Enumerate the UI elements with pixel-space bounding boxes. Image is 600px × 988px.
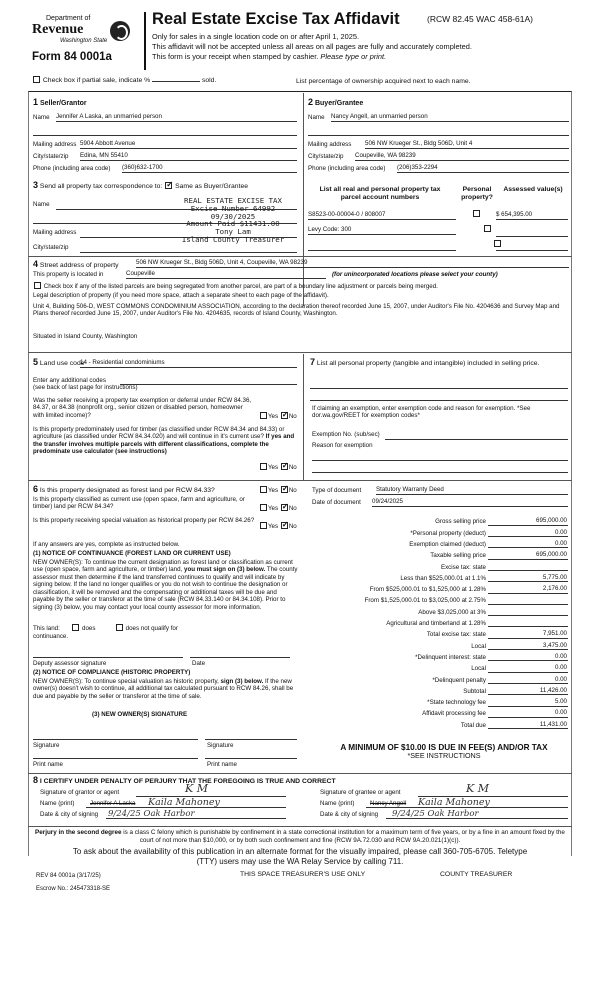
calc-label: Local [471,665,486,673]
calc-value[interactable]: 3,475.00 [488,642,568,650]
forest-q3: Is this property receiving special valuation as historical property per RCW 84.26? [33,517,255,524]
calc-row [300,515,568,526]
situated: Situated in Island County, Washington [33,333,138,340]
buyer-phone-label: Phone (including area code) [308,165,386,172]
parcel-row2-number[interactable]: Levy Code: 300 [308,226,456,235]
calc-value[interactable]: 11,431.00 [488,721,568,729]
grantee-name-struck: Nancy Angell [370,800,407,807]
legal-label: Legal description of property (if you need more space, attach a separate sheet to each page of the affidavit). [33,292,329,299]
calc-row [300,628,568,639]
calc-row [300,685,568,696]
grantee-sig-label: Signature of grantee or agent [320,789,401,796]
calc-row [300,639,568,650]
grantee-date-hand[interactable]: 9/24/25 Oak Harbor [392,809,479,819]
doc-date-field[interactable]: 09/24/2025 [372,498,568,507]
doc-type-field[interactable]: Statutory Warranty Deed [376,486,568,495]
legal-description[interactable]: Unit 4, Building 506-D, WEST COMMONS CONDOMINIUM ASSOCIATION, according to the declaration thereof recorded June 15, 2007, under Auditor's File No. 4204636 and Survey Map and Plans thereof recorded June 15, 2007, under Auditor's File No. 4204635, records of Island County, Washington. [33,303,560,318]
buyer-phone-field[interactable]: (206)353-2294 [397,164,569,173]
calc-value[interactable]: 695,000.00 [488,551,568,559]
calc-row [300,707,568,718]
calc-row [300,572,568,583]
calc-row [300,662,568,673]
parcel-row1-value[interactable]: $ 654,395.00 [496,211,568,220]
calc-row [300,617,568,628]
buyer-name-field[interactable]: Nancy Angell, an unmarried person [331,113,569,122]
header-line1: Only for sales in a single location code on or after April 1, 2025. [152,32,360,41]
same-as-buyer-checkbox[interactable] [165,182,172,189]
calc-label: Local [471,642,486,650]
forest-q3-no-checkbox[interactable] [281,522,288,529]
rev-label: REV 84 0001a (3/17/25) [36,873,101,879]
calc-value[interactable]: 0.00 [488,529,568,537]
segregation-row: Check box if any of the listed parcels are being segregated from another parcel, are part of a boundary line adjustment or parcels being merged. [33,282,438,290]
landuse-heading: 5 Land use code [33,357,85,367]
alt-format-line1: To ask about the availability of this publication in an alternate format for the visually impaired, please call 360-705-6705. Teletype [72,847,528,856]
partial-sale-checkbox[interactable] [33,76,40,83]
forest-q1-no-checkbox[interactable] [281,486,288,493]
forest-q1-answer: Yes ✓ No [259,486,297,494]
calc-label: Less than $525,000.01 at 1.1% [400,574,486,582]
doc-type-label: Type of document [312,487,362,494]
treasurer-use-label: THIS SPACE TREASURER'S USE ONLY [240,871,366,878]
forest-q2: Is this property classified as current use (open space, farm and agriculture, or timber) land per RCW 84.34? [33,496,245,511]
located-field[interactable]: Coupeville [126,270,326,279]
stamp-line: Amount Paid $11431.00 [186,219,280,229]
forest-q2-yes-checkbox[interactable] [260,504,267,511]
notice2-body: NEW OWNER(S): To continue special valuation as historic property, sign (3) below. If the new owner(s) doesn't wish to continue, all additional tax calculated pursuant to RCW 84.26, shall be due and payable by the seller or transferor at the time of sale. [33,678,294,700]
land-does-not-checkbox[interactable] [116,624,123,631]
calc-value[interactable]: 5.00 [488,698,568,706]
landuse-q2-yes-checkbox[interactable] [260,463,267,470]
calc-value[interactable]: 11,426.00 [488,687,568,695]
correspondence-heading: 3 Send all property tax correspondence to: ✓ Same as Buyer/Grantee [33,180,248,191]
street-address-field[interactable]: 506 NW Krueger St., Bldg 506D, Unit 4, Coupeville, WA 98239 [136,259,569,268]
dept-line3: Washington State [60,38,108,44]
form-rcw: (RCW 82.45 WAC 458-61A) [427,14,533,24]
land-does-checkbox[interactable] [72,624,79,631]
landuse-q2-answer: Yes ✓ No [259,463,297,471]
dept-line1: Department of [46,15,91,22]
form-number: Form 84 0001a [32,51,112,63]
new-owner-sig-title: (3) NEW OWNER(S) SIGNATURE [92,711,188,718]
calc-row [300,696,568,707]
landuse-q1-answer: Yes ✓ No [259,412,297,420]
owner-signature-label-1: Signature [33,742,60,749]
exemption-note: If claiming an exemption, enter exemption code and reason for exemption. *See dor.wa.gov/REET for exemption codes* [312,405,531,420]
calc-row [300,651,568,662]
treasurer-receipt-stamp [166,197,300,244]
calc-label: Excise tax: state [440,563,486,571]
certify-heading: 8 I CERTIFY UNDER PENALTY OF PERJURY THAT THE FOREGOING IS TRUE AND CORRECT [33,775,336,785]
calc-label: Above $3,025,000 at 3% [418,608,486,616]
additional-codes-label: Enter any additional codes (see back of last page for instructions) [33,377,138,392]
grantee-name-hand[interactable]: Kaila Mahoney [418,797,490,808]
parcels-col2-header: Personal property? [461,186,493,202]
parcels-col1-header: List all real and personal property tax parcel account numbers [319,186,441,202]
located-note: (for unincorporated locations please select your county) [332,271,498,278]
notice1-body: NEW OWNER(S): To continue the current designation as forest land or classification as current use (open space, farm and agriculture, or timber) land, you must sign on (3) below. The county assessor must then determine if the land transferred continues to qualify and will indicate by signing below. If the land no longer qualifies or you do not wish to continue the designation or classification, it will be removed and the compensating or additional taxes will be due and payable by the seller or transferor at the time of sale (RCW 84.33.140 or 84.34.108). Prior to signing (3) below, you may contact your local county assessor for more information. [33,559,298,611]
landuse-q2: Is this property predominately used for timber (as classified under RCW 84.34 and 84.33) or agriculture (as classified under RCW 84.34.020) and will continue in it's current use? If yes and the transfer involves multiple parcels with different classifications, complete the predominate use calculator (see instructions) [33,426,295,456]
calc-row [300,718,568,729]
notice1-title: (1) NOTICE OF CONTINUANCE (FOREST LAND OR CURRENT USE) [33,550,231,557]
calc-row [300,526,568,537]
grantee-name-label: Name (print) [320,800,355,807]
grantor-sig-label: Signature of grantor or agent [40,789,120,796]
buyer-city-field[interactable]: Coupeville, WA 98239 [355,152,569,161]
owner-signature-label-2: Signature [207,742,234,749]
landuse-q1-yes-checkbox[interactable] [260,412,267,419]
seller-phone-label: Phone (including area code) [33,165,111,172]
stamp-line: 09/30/2025 [210,211,256,221]
corr-name-label: Name [33,201,50,208]
calc-value[interactable]: 0.00 [488,653,568,661]
seller-name-field[interactable]: Jennifer A Laska, an unmarried person [56,113,297,122]
landuse-q1-no-checkbox[interactable] [281,412,288,419]
landuse-code-field[interactable]: 14 - Residential condominiums [80,359,297,368]
calc-label: Subtotal [463,687,486,695]
seller-city-field[interactable]: Edina, MN 55410 [80,152,297,161]
alt-format-line2: (TTY) users may use the WA Relay Service by calling 711. [196,857,404,866]
parcel-row3-personal-checkbox[interactable] [494,240,501,247]
seller-phone-field[interactable]: (360)632-1700 [122,164,297,173]
calc-value[interactable]: 2,176.00 [488,585,568,593]
grantor-name-struck: Jennifer A Laska [90,800,136,807]
calc-label: Gross selling price [435,518,486,526]
calc-row [300,673,568,684]
personal-property-heading: 7 List all personal property (tangible and intangible) included in selling price. [310,357,540,367]
landuse-q2-no-checkbox[interactable] [281,463,288,470]
parcel-row1-number[interactable]: S8523-00-00004-0 / 808007 [308,211,456,220]
calc-label: Exemption claimed (deduct) [409,540,486,548]
revenue-logo-icon [110,21,130,41]
column-divider [303,354,304,480]
located-label: This property is located in [33,271,104,278]
grantor-date-hand[interactable]: 9/24/25 Oak Harbor [108,809,195,819]
header-divider [144,12,146,70]
grantee-signature[interactable]: K M [466,782,489,795]
calc-label: *State technology fee [427,699,486,707]
owner-print-name-2: Print name [207,761,237,768]
forest-q1: 6 Is this property designated as forest land per RCW 84.33? [33,484,215,494]
form-title: Real Estate Excise Tax Affidavit [152,10,400,28]
corr-city-label: City/state/zip [33,244,69,251]
seller-heading: 1 Seller/Grantor [33,97,87,107]
forest-q1-yes-checkbox[interactable] [260,486,267,493]
seller-city-label: City/state/zip [33,153,69,160]
partial-sale-row: Check box if partial sale, indicate % sold. [32,76,216,85]
escrow-number: Escrow No.: 245473318-SE [36,886,111,892]
grantor-date-label: Date & city of signing [40,811,99,818]
this-land-row: This land: does does not qualify for [33,625,178,632]
parcel-row1-personal-checkbox[interactable] [473,210,480,217]
forest-if-yes: If any answers are yes, complete as instructed below. [33,541,180,548]
grantee-date-label: Date & city of signing [320,811,379,818]
parcel-row2-personal-checkbox[interactable] [484,225,491,232]
calc-label: Total due [460,721,486,729]
deputy-date-label: Date [192,660,206,667]
buyer-name-label: Name [308,114,325,121]
seller-name-label: Name [33,114,50,121]
form-frame [28,91,572,856]
calc-row [300,538,568,549]
county-treasurer-label: COUNTY TREASURER [440,871,513,878]
dept-line2: Revenue [32,22,84,37]
calc-value[interactable]: 0.00 [488,540,568,548]
owner-print-name-1: Print name [33,761,63,768]
calc-value[interactable]: 0.00 [488,709,568,717]
buyer-heading: 2 Buyer/Grantee [308,97,364,107]
calc-value[interactable]: 0.00 [488,664,568,672]
grantor-name-hand[interactable]: Kaila Mahoney [148,797,220,808]
forest-q2-answer: Yes ✓ No [259,504,297,512]
landuse-q1: Was the seller receiving a property tax exemption or deferral under RCW 84.36, 84.37, or 84.38 (nonprofit org., senior citizen or disabled person, homeowner with limited income)? [33,397,252,419]
reason-label: Reason for exemption [312,442,373,449]
calc-label: Taxable selling price [430,552,486,560]
continuance-label: continuance. [33,633,69,640]
street-heading: 4 Street address of property [33,259,119,269]
forest-q3-answer: Yes ✓ No [259,522,297,530]
exemption-label: Exemption No. (sub/sec) [312,431,380,438]
calc-value[interactable]: 0.00 [488,676,568,684]
calc-row [300,594,568,605]
buyer-city-label: City/state/zip [308,153,344,160]
forest-q3-yes-checkbox[interactable] [260,522,267,529]
stamp-line: Tony Lam [215,227,251,237]
forest-q2-no-checkbox[interactable] [281,504,288,511]
calc-label: Total excise tax: state [426,631,486,639]
calc-value[interactable]: 7,951.00 [488,630,568,638]
header-line3: This form is your receipt when stamped by cashier. Please type or print. [152,52,387,61]
header-line2: This affidavit will not be accepted unless all areas on all pages are fully and accurately completed. [152,42,472,51]
calc-value[interactable]: 695,000.00 [488,517,568,525]
calc-label: Affidavit processing fee [422,710,486,718]
calc-row [300,583,568,594]
calc-label: *Delinquent interest: state [415,653,486,661]
calc-value[interactable]: 5,775.00 [488,574,568,582]
corr-mailing-label: Mailing address [33,229,77,236]
stamp-line: Island County Treasurer [181,234,285,244]
notice2-title: (2) NOTICE OF COMPLIANCE (HISTORIC PROPERTY) [33,669,191,676]
calc-label: From $1,525,000.01 to $3,025,000 at 2.75% [364,597,486,605]
calc-label: From $525,000.01 to $1,525,000 at 1.28% [369,586,486,594]
perjury-text: Perjury in the second degree is a class C felony which is punishable by confinement in a state correctional institution for a maximum term of five years, or by a fine in an amount fixed by the court of not more than $10,000, or by both such confinement and fine (RCW 9A.72.030 and RCW 9A.20.021(1)(c)). [35,829,565,844]
parcels-col3-header: Assessed value(s) [503,186,563,193]
stamp-line: REAL ESTATE EXCISE TAX [184,196,282,205]
logo [30,12,130,48]
calc-label: *Delinquent penalty [432,676,486,684]
grantor-signature[interactable]: K M [185,782,208,795]
buyer-mailing-field[interactable]: 506 NW Krueger St., Bldg 506D, Unit 4 [365,140,569,149]
calc-label: Agricultural and timberland at 1.28% [386,620,486,628]
stamp-line: Excise Number 64992 [190,203,276,213]
see-instructions: *SEE INSTRUCTIONS [407,751,481,760]
doc-date-label: Date of document [312,499,361,506]
seller-mailing-field[interactable]: 5904 Abbott Avenue [80,140,297,149]
calc-row [300,549,568,560]
ownership-note: List percentage of ownership acquired next to each name. [296,78,471,85]
segregation-checkbox[interactable] [34,282,41,289]
minimum-notice: A MINIMUM OF $10.00 IS DUE IN FEE(S) AND/OR TAX [340,743,548,752]
calc-row [300,605,568,616]
buyer-mailing-label: Mailing address [308,141,352,148]
calc-row [300,560,568,571]
calc-label: *Personal property (deduct) [410,529,486,537]
deputy-signature-label: Deputy assessor signature [33,660,107,667]
seller-mailing-label: Mailing address [33,141,77,148]
grantor-name-label: Name (print) [40,800,75,807]
